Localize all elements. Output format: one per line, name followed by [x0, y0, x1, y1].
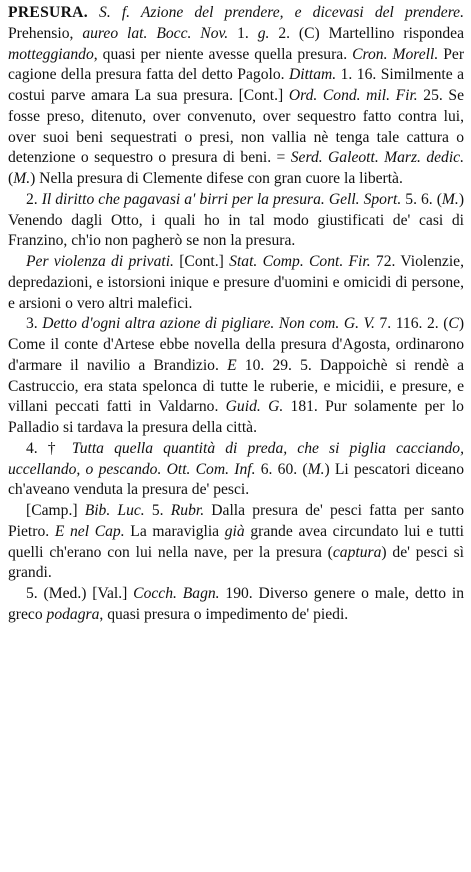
body-text: ) Li pescatori diceano ch'aveano venduta la presura de' pesci. — [8, 460, 464, 499]
body-text: 181. Pur solamente per lo Palladio si tardava la presura della città. — [8, 398, 464, 436]
entry-paragraph — [8, 314, 464, 439]
entry-paragraph — [8, 3, 464, 190]
dictionary-entry-presura — [8, 3, 464, 626]
italic-text: Rubr. — [170, 502, 205, 519]
body-text: 1. 16. Similmente a costui parve amara La sua presura. [Cont.] — [8, 66, 464, 104]
italic-text: aureo lat. Bocc. Nov. — [82, 24, 229, 42]
italic-text: motteggiando — [8, 45, 94, 63]
italic-text: M. — [307, 460, 325, 478]
italic-text: Guid. G. — [225, 398, 284, 416]
body-text: 2. — [26, 190, 42, 208]
body-text: 5. (Med.) [Val.] — [26, 585, 134, 602]
italic-text: Cocch. Bagn. — [133, 585, 220, 602]
italic-text: Cron. Morell. — [352, 45, 439, 63]
italic-text: Serd. Galeott. Marz. dedic. — [290, 149, 464, 167]
entry-paragraph — [8, 439, 464, 501]
body-text: ( — [8, 170, 14, 187]
body-text: ) Come il conte d'Artese ebbe novella della presura d'Agosta, ordinarono d'armare il navilio a Brandizio. — [8, 315, 465, 374]
italic-text: C — [448, 315, 459, 333]
body-text: 3. — [26, 315, 43, 333]
body-text: 10. 29. 5. Dappoichè si rendè a Castruccio, era stata spelonca di tutte le ruberie, e micidii, e presure, e villani peccati fatti in Valdarno. — [8, 356, 465, 416]
entry-paragraph — [8, 190, 464, 252]
italic-text: Dittam. — [288, 66, 337, 84]
body-text: ) Venendo dagli Otto, i quali ho in tal modo giustificati de' casi di Franzino, ch'io non pagherò se non la presura. — [8, 190, 465, 250]
italic-text: g. — [257, 24, 270, 42]
body-text — [88, 4, 99, 21]
entry-paragraph — [8, 584, 464, 626]
body-text: [Cont.] — [173, 253, 230, 270]
italic-text: E nel Cap. — [54, 522, 125, 540]
italic-text: già — [224, 522, 245, 540]
italic-text: Per violenza di privati. — [26, 253, 174, 270]
body-text: 4. † — [26, 439, 72, 457]
entry-paragraph — [8, 501, 464, 584]
body-text: ) de' pesci sì grandi. — [8, 543, 464, 582]
body-text: Prehensio, — [8, 24, 83, 42]
body-text: 7. 116. 2. ( — [374, 315, 449, 333]
body-text: , quasi per niente avesse quella presura. — [93, 45, 353, 63]
body-text: 190. Diverso genere o male, detto in greco — [8, 585, 464, 623]
entry-paragraph — [8, 252, 464, 314]
body-text: grande avea circundato lui e tutti quelli ch'erano con lui nella nave, per la presura ( — [8, 522, 464, 561]
italic-text: Detto d'ogni altra azione di pigliare. Non com. G. V. — [42, 315, 375, 333]
italic-text: Tutta quella quantità di preda, che si piglia cacciando, uccellando, o pescando. Ott. Com. Inf. — [8, 439, 464, 478]
body-text: 72. Violenzie, depredazioni, e istorsioni inique e presure d'uomini e omicidi di persone, e arsioni o vero altri malefici. — [8, 253, 464, 312]
italic-text: M. — [441, 190, 459, 208]
body-text: 5. — [144, 502, 171, 519]
body-text: 1. — [228, 24, 258, 42]
body-text: La maraviglia — [124, 522, 225, 540]
body-text: , quasi presura o impedimento de' piedi. — [99, 605, 349, 623]
italic-text: podagra — [46, 605, 100, 623]
body-text: [Camp.] — [26, 502, 85, 519]
body-text: ) Nella presura di Clemente difese con gran cuore la libertà. — [30, 170, 403, 187]
body-text: Per cagione della presura fatta del detto Pagolo. — [8, 45, 465, 84]
body-text: Dalla presura de' pesci fatta per santo Pietro. — [8, 502, 465, 540]
italic-text: Il diritto che pagavasi a' birri per la presura. Gell. Sport. — [41, 190, 402, 208]
body-text: 6. 60. ( — [255, 460, 308, 478]
headword: PRESURA. — [8, 4, 88, 21]
italic-text: M. — [13, 170, 31, 187]
italic-text: Bib. Luc. — [84, 502, 145, 519]
body-text: 25. Se fosse preso, ditenuto, over convenuto, over sequestro fatto contra lui, over suoi beni sequestrati o presi, non vallia nè tenga tale cattura o detenzione o sequestro o presura di beni. = — [8, 87, 464, 167]
italic-text: E — [227, 356, 237, 374]
body-text: 5. 6. ( — [401, 190, 442, 208]
italic-text: Stat. Comp. Cont. Fir. — [229, 253, 371, 270]
body-text: 2. (C) Martellino rispondea — [269, 24, 465, 42]
italic-text: Ord. Cond. mil. Fir. — [288, 87, 418, 104]
italic-text: captura — [332, 543, 382, 561]
italic-text: S. f. Azione del prendere, e dicevasi del prendere. — [99, 4, 464, 21]
